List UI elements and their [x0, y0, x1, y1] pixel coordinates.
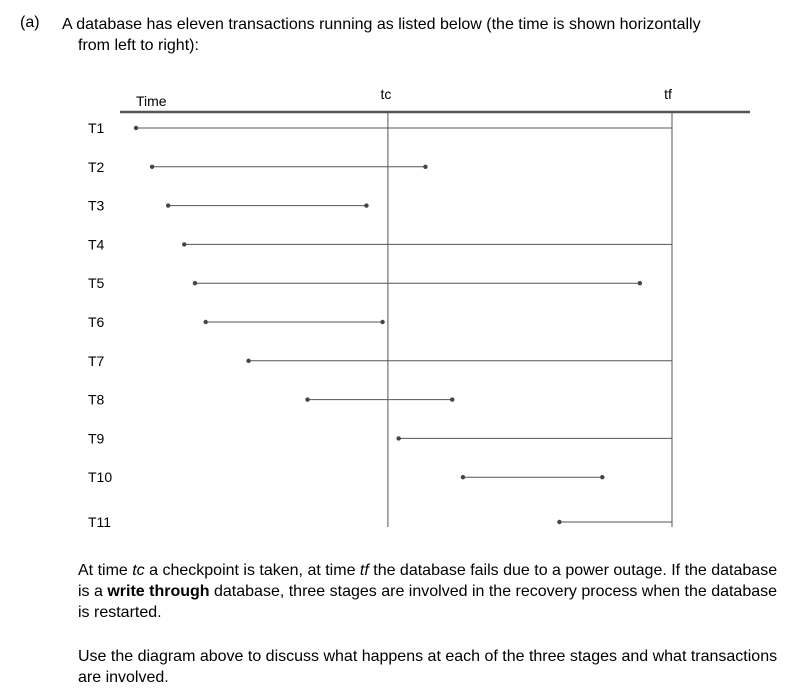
question-label: (a)	[20, 14, 40, 31]
transaction-end-dot-t3	[364, 203, 368, 207]
transaction-label-t6: T6	[88, 314, 105, 330]
intro-line-2: from left to right):	[78, 37, 199, 54]
transaction-end-dot-t6	[380, 320, 384, 324]
transaction-start-dot-t10	[461, 475, 465, 479]
transaction-start-dot-t1	[134, 126, 138, 130]
tf-label: tf	[664, 86, 672, 102]
transaction-end-dot-t2	[423, 165, 427, 169]
p1-text-b: a checkpoint is taken, at time	[144, 562, 360, 579]
transaction-start-dot-t2	[150, 165, 154, 169]
transaction-label-t4: T4	[88, 236, 105, 253]
p1-write-through: write through	[107, 583, 210, 600]
p1-tf: tf	[359, 562, 369, 579]
transaction-label-t9: T9	[88, 430, 105, 447]
transaction-start-dot-t11	[557, 520, 561, 524]
p1-tc: tc	[132, 562, 145, 579]
transaction-start-dot-t6	[203, 320, 207, 324]
transaction-start-dot-t9	[396, 436, 400, 440]
transaction-start-dot-t5	[193, 281, 197, 285]
transaction-end-dot-t10	[600, 475, 604, 479]
transaction-start-dot-t8	[305, 397, 309, 401]
transaction-start-dot-t3	[166, 203, 170, 207]
transaction-start-dot-t7	[246, 359, 250, 363]
p1-text-a: At time	[78, 562, 133, 579]
transaction-end-dot-t5	[638, 281, 642, 285]
transaction-start-dot-t4	[182, 242, 186, 246]
transaction-label-t10: T10	[88, 469, 113, 486]
task-paragraph: Use the diagram above to discuss what happens at each of the three stages and what transactions are involved.	[78, 648, 778, 686]
checkpoint-paragraph	[78, 560, 778, 623]
transaction-label-t8: T8	[88, 391, 105, 408]
transaction-label-t11: T11	[88, 514, 112, 530]
transaction-label-t7: T7	[88, 352, 105, 369]
transaction-end-dot-t8	[450, 397, 454, 401]
transaction-label-t5: T5	[88, 275, 105, 292]
intro-line-1: A database has eleven transactions running as listed below (the time is shown horizontally	[62, 16, 701, 33]
transaction-label-t1: T1	[88, 120, 105, 136]
time-label: Time	[136, 93, 167, 109]
p1-text-d: database, three stages are involved in the recovery process when the database is restarted.	[78, 583, 778, 621]
p1-text-c: the database fails due to a power outage. If the database is a	[78, 562, 778, 600]
tc-label: tc	[380, 86, 392, 102]
transaction-label-t3: T3	[88, 197, 105, 214]
transaction-label-t2: T2	[88, 158, 105, 175]
